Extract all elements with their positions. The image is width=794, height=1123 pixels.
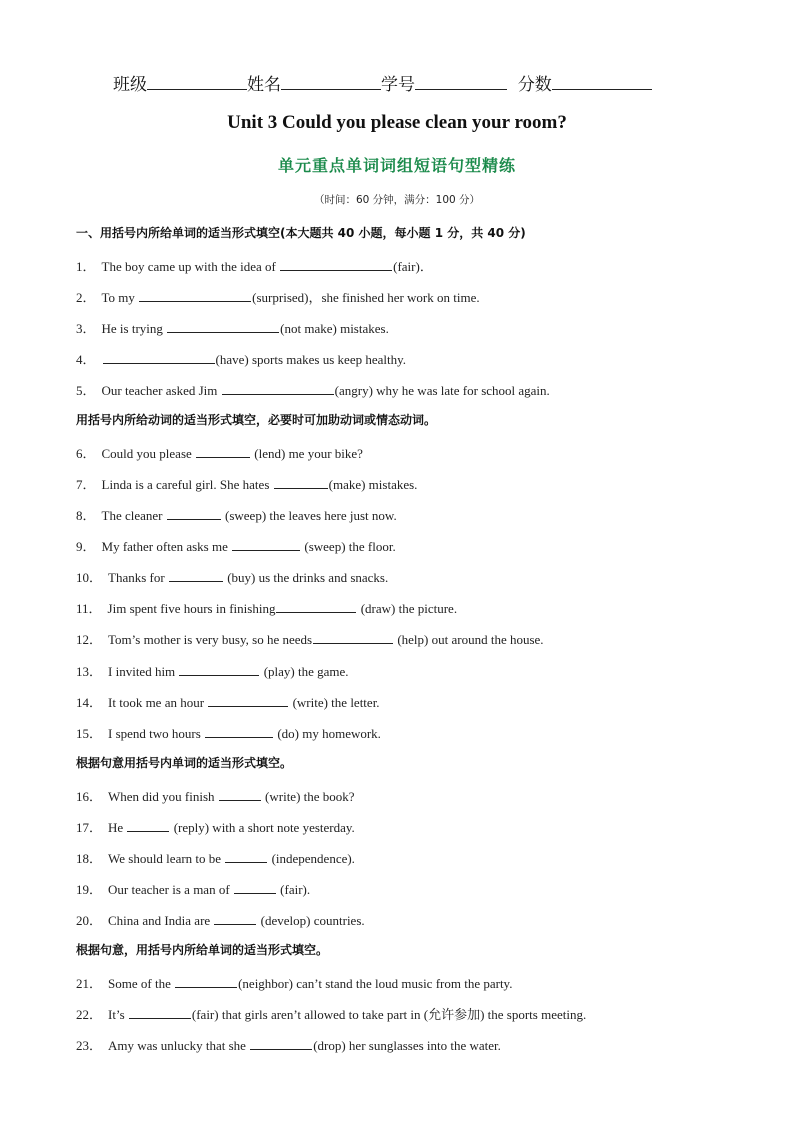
question-item [76, 474, 417, 493]
answer-blank[interactable] [167, 507, 221, 520]
id-blank [415, 71, 507, 90]
question-number: 15． [76, 726, 103, 741]
question-text-after: (neighbor) can’t stand the loud music from the party. [238, 976, 513, 991]
question-item [76, 629, 544, 648]
answer-blank[interactable] [232, 538, 300, 551]
answer-blank[interactable] [175, 975, 237, 988]
question-text-before: The cleaner [101, 508, 166, 523]
question-item [76, 1004, 586, 1023]
question-text-after: (do) my homework. [274, 726, 381, 741]
question-text-after: (angry) why he was late for school again. [334, 383, 550, 398]
question-text-before: My father often asks me [101, 539, 232, 554]
question-item [76, 848, 355, 867]
answer-blank[interactable] [280, 258, 392, 271]
question-number: 18． [76, 851, 103, 866]
class-label: 班级 [113, 75, 147, 95]
answer-blank[interactable] [225, 850, 267, 863]
question-text-after: (fair)． [393, 259, 433, 274]
question-number: 20． [76, 913, 103, 928]
question-text-before: It took me an hour [108, 695, 208, 710]
question-item [76, 349, 406, 368]
question-text-before: Could you please [101, 446, 196, 461]
question-text-after: (play) the game. [260, 664, 349, 679]
question-text-after: (drop) her sunglasses into the water. [313, 1038, 501, 1053]
question-text-after: (lend) me your bike? [251, 446, 363, 461]
question-item [76, 256, 433, 275]
answer-blank[interactable] [234, 881, 276, 894]
question-number: 6． [76, 446, 96, 461]
question-number: 4． [76, 352, 96, 367]
question-item [76, 567, 388, 586]
question-item [76, 1035, 501, 1054]
question-number: 9． [76, 539, 96, 554]
question-number: 7． [76, 477, 96, 492]
question-text-after: (draw) the picture. [357, 601, 458, 616]
question-text-after: (surprised)，she finished her work on time. [252, 290, 480, 305]
answer-blank[interactable] [274, 476, 328, 489]
page-subtitle: 单元重点单词词组短语句型精练 [277, 156, 516, 175]
question-item [76, 692, 380, 711]
question-number: 14． [76, 695, 103, 710]
question-text-after: (sweep) the leaves here just now. [221, 508, 397, 523]
question-text-after: (buy) us the drinks and snacks. [223, 570, 389, 585]
id-label: 学号 [381, 75, 415, 95]
question-item [76, 786, 355, 805]
question-text-before: The boy came up with the idea of [101, 259, 280, 274]
section-heading-3: 根据句意用括号内单词的适当形式填空。 [76, 756, 293, 770]
question-number: 11． [76, 601, 102, 616]
answer-blank[interactable] [139, 289, 251, 302]
time-note: （时间：60 分钟，满分：100 分） [313, 194, 481, 206]
answer-blank[interactable] [167, 320, 279, 333]
question-text-before: When did you finish [108, 789, 218, 804]
question-number: 19． [76, 882, 103, 897]
question-text-before: I spend two hours [108, 726, 205, 741]
question-text-after: (independence). [268, 851, 355, 866]
section-heading-1: 一、用括号内所给单词的适当形式填空(本大题共 40 小题，每小题 1 分，共 40 分) [76, 226, 526, 240]
question-text-after: (sweep) the floor. [301, 539, 396, 554]
question-text-before: To my [101, 290, 139, 305]
name-blank [281, 71, 381, 90]
question-item [76, 505, 397, 524]
question-text-before: It’s [108, 1007, 128, 1022]
page-title: Unit 3 Could you please clean your room? [227, 112, 567, 133]
question-text-before: Tom’s mother is very busy, so he needs [108, 632, 313, 647]
question-text-after: (write) the book? [261, 789, 355, 804]
question-item [76, 536, 396, 555]
question-number: 5． [76, 383, 96, 398]
score-blank [552, 71, 652, 90]
question-item [76, 598, 457, 617]
question-text-after: (make) mistakes. [328, 477, 418, 492]
answer-blank[interactable] [103, 351, 215, 364]
answer-blank[interactable] [214, 912, 256, 925]
answer-blank[interactable] [179, 663, 259, 676]
question-item [76, 879, 310, 898]
section-heading-2: 用括号内所给动词的适当形式填空，必要时可加助动词或情态动词。 [76, 413, 437, 427]
question-text-before: China and India are [108, 913, 214, 928]
question-item [76, 910, 365, 929]
question-text-after: (fair). [276, 882, 311, 897]
answer-blank[interactable] [250, 1037, 312, 1050]
section-heading-4: 根据句意，用括号内所给单词的适当形式填空。 [76, 943, 329, 957]
answer-blank[interactable] [208, 694, 288, 707]
answer-blank[interactable] [169, 569, 223, 582]
question-text-after: (not make) mistakes. [280, 321, 389, 336]
question-number: 17． [76, 820, 103, 835]
answer-blank[interactable] [196, 445, 250, 458]
question-item [76, 723, 381, 742]
answer-blank[interactable] [129, 1006, 191, 1019]
question-number: 16． [76, 789, 103, 804]
question-text-before: Jim spent five hours in finishing [107, 601, 276, 616]
question-item [76, 287, 480, 306]
class-blank [147, 71, 247, 90]
answer-blank[interactable] [219, 788, 261, 801]
question-item [76, 973, 512, 992]
student-info-line [113, 70, 652, 95]
answer-blank[interactable] [313, 631, 393, 644]
question-item [76, 380, 550, 399]
question-text-after: (help) out around the house. [394, 632, 544, 647]
answer-blank[interactable] [127, 819, 169, 832]
name-label: 姓名 [247, 75, 281, 95]
question-text-before: Some of the [108, 976, 175, 991]
question-item [76, 318, 389, 337]
question-number: 22． [76, 1007, 103, 1022]
question-item [76, 443, 363, 462]
question-text-before: Thanks for [108, 570, 168, 585]
question-text-after: (reply) with a short note yesterday. [170, 820, 355, 835]
score-label: 分数 [517, 75, 552, 95]
question-text-after: (have) sports makes us keep healthy. [215, 352, 407, 367]
question-item [76, 817, 355, 836]
question-text-before: Our teacher asked Jim [101, 383, 221, 398]
question-text-after: (write) the letter. [289, 695, 380, 710]
question-text-before: Linda is a careful girl. She hates [101, 477, 273, 492]
answer-blank[interactable] [276, 600, 356, 613]
question-number: 21． [76, 976, 103, 991]
question-text-before: He is trying [101, 321, 167, 336]
question-number: 8． [76, 508, 96, 523]
question-item [76, 661, 349, 680]
question-number: 3． [76, 321, 96, 336]
question-number: 12． [76, 632, 103, 647]
question-text-after: (develop) countries. [257, 913, 365, 928]
answer-blank[interactable] [205, 725, 273, 738]
question-number: 2． [76, 290, 96, 305]
question-number: 13． [76, 664, 103, 679]
question-text-before: We should learn to be [108, 851, 225, 866]
question-number: 23． [76, 1038, 103, 1053]
question-text-after: (fair) that girls aren’t allowed to take part in (允许参加) the sports meeting. [191, 1007, 587, 1022]
question-number: 10． [76, 570, 103, 585]
question-number: 1． [76, 259, 96, 274]
question-text-before: I invited him [108, 664, 179, 679]
question-text-before: Amy was unlucky that she [108, 1038, 250, 1053]
question-text-before: Our teacher is a man of [108, 882, 233, 897]
answer-blank[interactable] [222, 382, 334, 395]
question-text-before: He [108, 820, 127, 835]
